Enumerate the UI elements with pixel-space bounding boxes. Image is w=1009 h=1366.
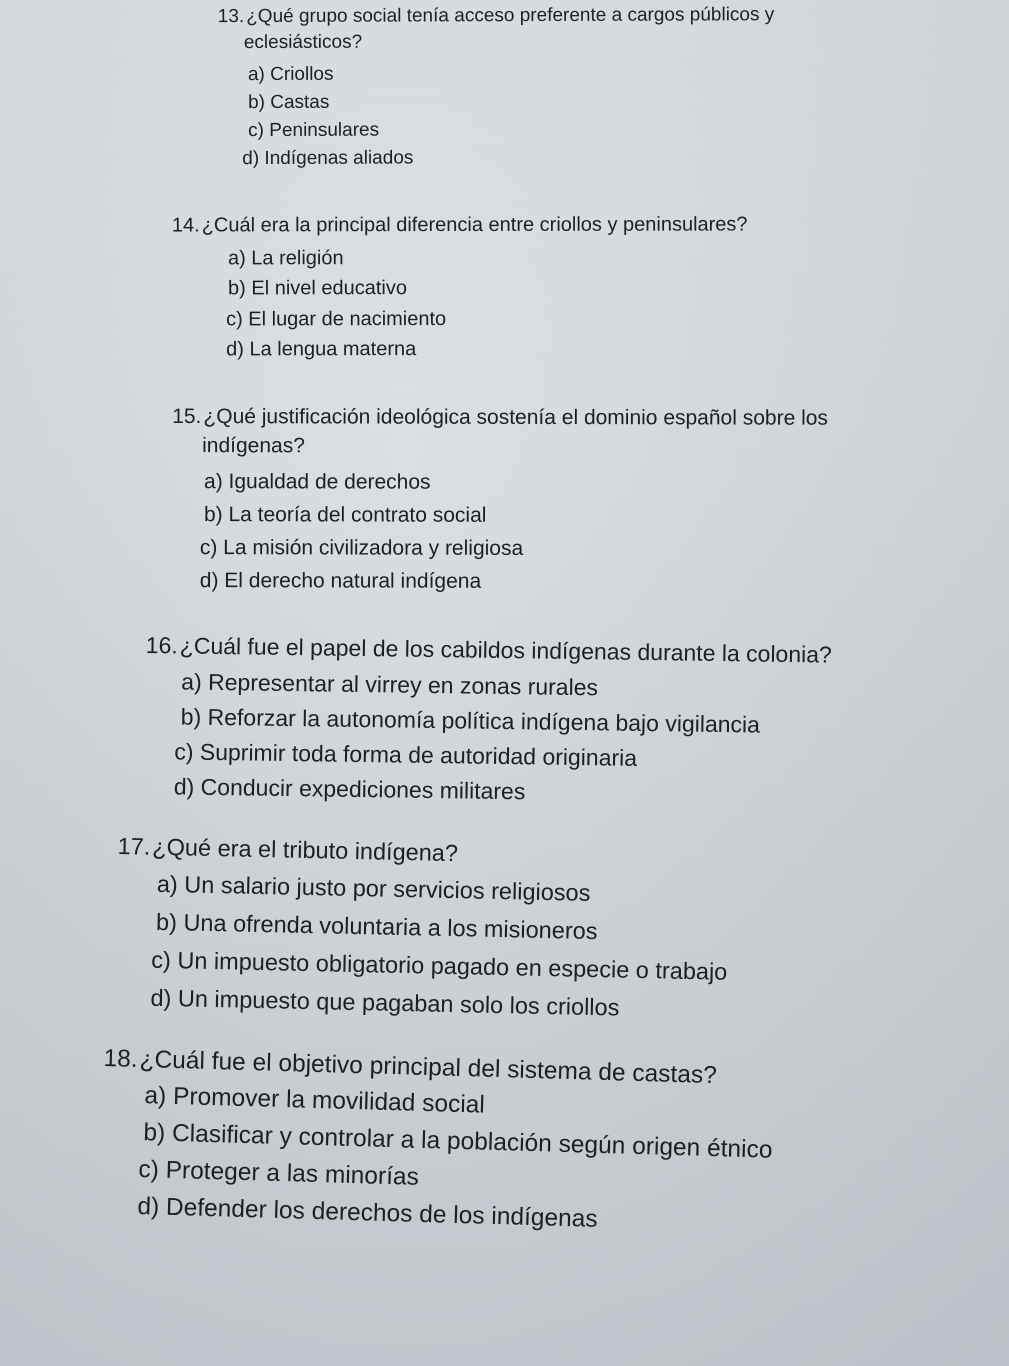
option-c: c) Un impuesto obligatorio pagado en especie o trabajo [151,947,728,986]
question-number: 17. [117,832,151,860]
option-c: c) El lugar de nacimiento [226,307,447,331]
question-text-line1: ¿Cuál era la principal diferencia entre criollos y peninsulares? [201,213,748,237]
question-text-line1: ¿Cuál fue el papel de los cabildos indígenas durante la colonia? [179,632,832,668]
option-c: c) La misión civilizadora y religiosa [199,536,524,560]
question-number: 14. [171,214,200,237]
option-a: a) Promover la movilidad social [144,1081,486,1119]
option-b: b) El nivel educativo [227,277,408,300]
answer-options [199,465,942,599]
answer-options [137,1077,774,1243]
question-18 [99,1042,775,1242]
option-c: c) Proteger a las minorías [138,1155,420,1191]
option-a: a) Un salario justo por servicios religiosos [156,871,591,907]
answer-options [150,865,729,1029]
question-text-line1: ¿Qué justificación ideológica sostenía el dominio español sobre los [203,405,828,430]
option-b: b) Una ofrenda voluntaria a los misioneros [155,909,598,945]
option-d: d) Un impuesto que pagaban solo los criollos [150,985,620,1021]
question-15 [172,403,943,599]
option-d: d) El derecho natural indígena [199,569,482,593]
question-number: 18. [103,1044,138,1073]
option-d: d) Defender los derechos de los indígenas [137,1192,598,1233]
question-17 [114,830,730,1029]
question-text-line1: ¿Qué grupo social tenía acceso preferente a cargos públicos y [246,4,775,28]
option-a: a) Igualdad de derechos [204,470,431,494]
option-a: a) La religión [227,246,344,269]
answer-options [173,664,832,813]
question-text-line2: indígenas? [202,434,305,458]
question-13 [218,2,889,174]
option-c: c) Peninsulares [248,120,380,142]
option-a: a) Representar al virrey en zonas rurales [181,668,599,701]
option-b: b) Reforzar la autonomía política indígena bajo vigilancia [180,703,761,738]
question-number: 13. [217,6,245,28]
question-text-line2: eclesiásticos? [243,31,363,54]
option-b: b) La teoría del contrato social [203,503,487,527]
answer-options [228,242,748,365]
question-15-text [172,403,942,463]
option-b: b) Clasificar y controlar a la población según origen étnico [143,1118,773,1164]
question-text-line1: ¿Cuál fue el objetivo principal del sistema de castas? [139,1046,718,1090]
option-d: d) La lengua materna [226,338,417,361]
option-d: d) Indígenas aliados [242,147,414,170]
option-d: d) Conducir expediciones militares [173,773,526,805]
question-number: 16. [145,631,178,659]
answer-options [242,59,888,173]
option-a: a) Criollos [247,64,334,86]
question-14-text [172,211,748,240]
question-text-line1: ¿Qué era el tributo indígena? [152,833,459,867]
option-c: c) Suprimir toda forma de autoridad originaria [174,738,638,771]
question-number: 15. [172,404,202,429]
question-14 [172,211,748,365]
option-b: b) Castas [248,92,330,114]
question-13-text [218,2,888,57]
question-16 [144,630,832,813]
